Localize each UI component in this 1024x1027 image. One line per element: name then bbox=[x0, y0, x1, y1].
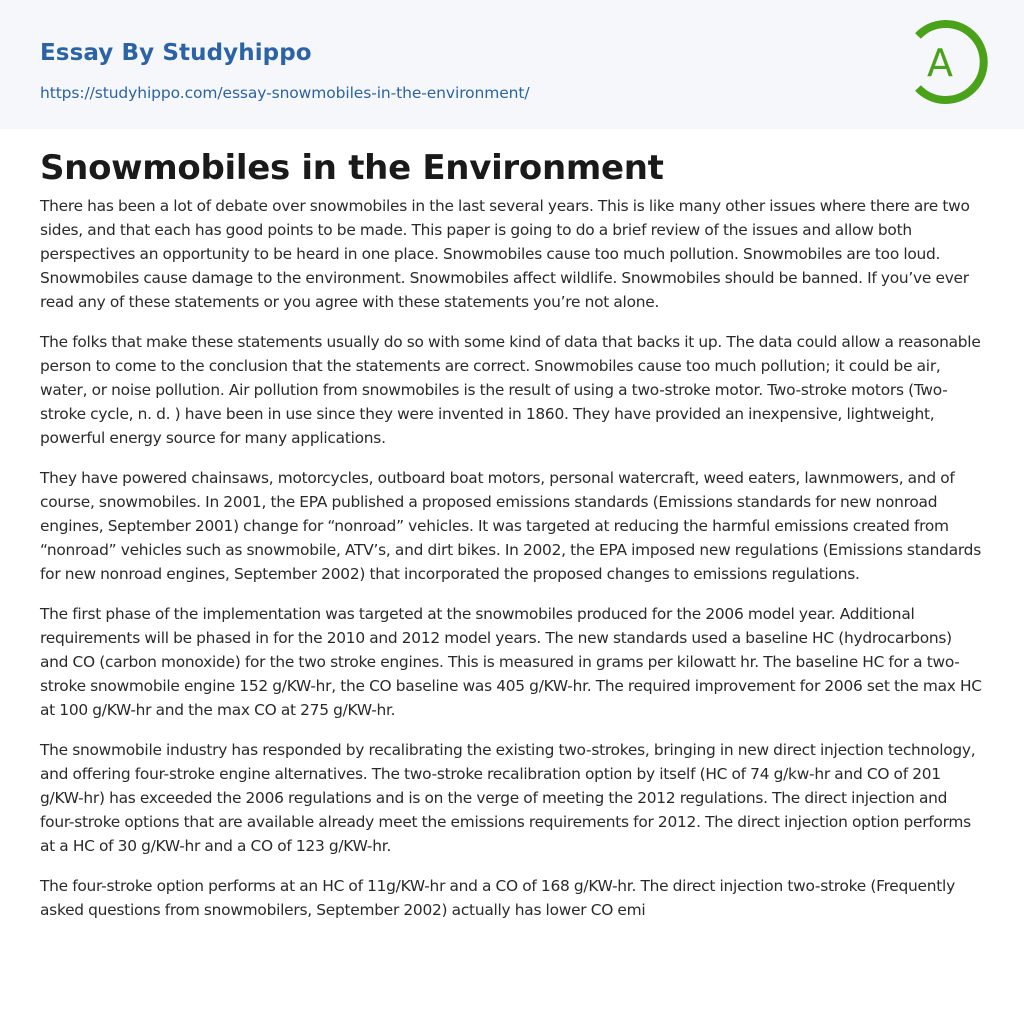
article-body bbox=[40, 194, 984, 938]
article-title: Snowmobiles in the Environment bbox=[40, 148, 664, 188]
brand-title: Essay By Studyhippo bbox=[40, 40, 312, 66]
article-paragraph: The four-stroke option performs at an HC of 11g/KW-hr and a CO of 168 g/KW-hr. The direct injection two-stroke (Frequently asked questions from snowmobilers, September 2002) actually has lower CO emi bbox=[40, 877, 955, 919]
article-paragraph: They have powered chainsaws, motorcycles, outboard boat motors, personal watercraft, weed eaters, lawnmowers, and of course, snowmobiles. In 2001, the EPA published a proposed emissions standards (Emissions standards for new nonroad engines, September 2001) change for “nonroad” vehicles. It was targeted at reducing the harmful emissions created from “nonroad” vehicles such as snowmobile, ATV’s, and dirt bikes. In 2002, the EPA imposed new regulations (Emissions standards for new nonroad engines, September 2002) that incorporated the proposed changes to emissions regulations. bbox=[40, 469, 981, 583]
article-paragraph: There has been a lot of debate over snowmobiles in the last several years. This is like many other issues where there are two sides, and that each has good points to be made. This paper is going to do a brief review of the issues and allow both perspectives an opportunity to be heard in one place. Snowmobiles cause too much pollution. Snowmobiles are too loud. Snowmobiles cause damage to the environment. Snowmobiles affect wildlife. Snowmobiles should be banned. If you’ve ever read any of these statements or you agree with these statements you’re not alone. bbox=[40, 197, 970, 311]
svg-text:A: A bbox=[927, 41, 953, 85]
article-paragraph: The folks that make these statements usually do so with some kind of data that backs it up. The data could allow a reasonable person to come to the conclusion that the statements are correct. Snowmobiles cause too much pollution; it could be air, water, or noise pollution. Air pollution from snowmobiles is the result of using a two-stroke motor. Two-stroke motors (Two-stroke cycle, n. d. ) have been in use since they were invented in 1860. They have provided an inexpensive, lightweight, powerful energy source for many applications. bbox=[40, 333, 981, 447]
circle-a-logo-icon bbox=[906, 18, 994, 106]
article-paragraph: The first phase of the implementation was targeted at the snowmobiles produced for the 2006 model year. Additional requirements will be phased in for the 2010 and 2012 model years. The new standards used a baseline HC (hydrocarbons) and CO (carbon monoxide) for the two stroke engines. This is measured in grams per kilowatt hr. The baseline HC for a two-stroke snowmobile engine 152 g/KW-hr, the CO baseline was 405 g/KW-hr. The required improvement for 2006 set the max HC at 100 g/KW-hr and the max CO at 275 g/KW-hr. bbox=[40, 605, 982, 719]
source-url-link[interactable]: https://studyhippo.com/essay-snowmobiles-in-the-environment/ bbox=[40, 84, 530, 102]
article-paragraph: The snowmobile industry has responded by recalibrating the existing two-strokes, bringing in new direct injection technology, and offering four-stroke engine alternatives. The two-stroke recalibration option by itself (HC of 74 g/kw-hr and CO of 201 g/KW-hr) has exceeded the 2006 regulations and is on the verge of meeting the 2012 regulations. The direct injection and four-stroke options that are available already meet the emissions requirements for 2012. The direct injection option performs at a HC of 30 g/KW-hr and a CO of 123 g/KW-hr. bbox=[40, 741, 976, 855]
